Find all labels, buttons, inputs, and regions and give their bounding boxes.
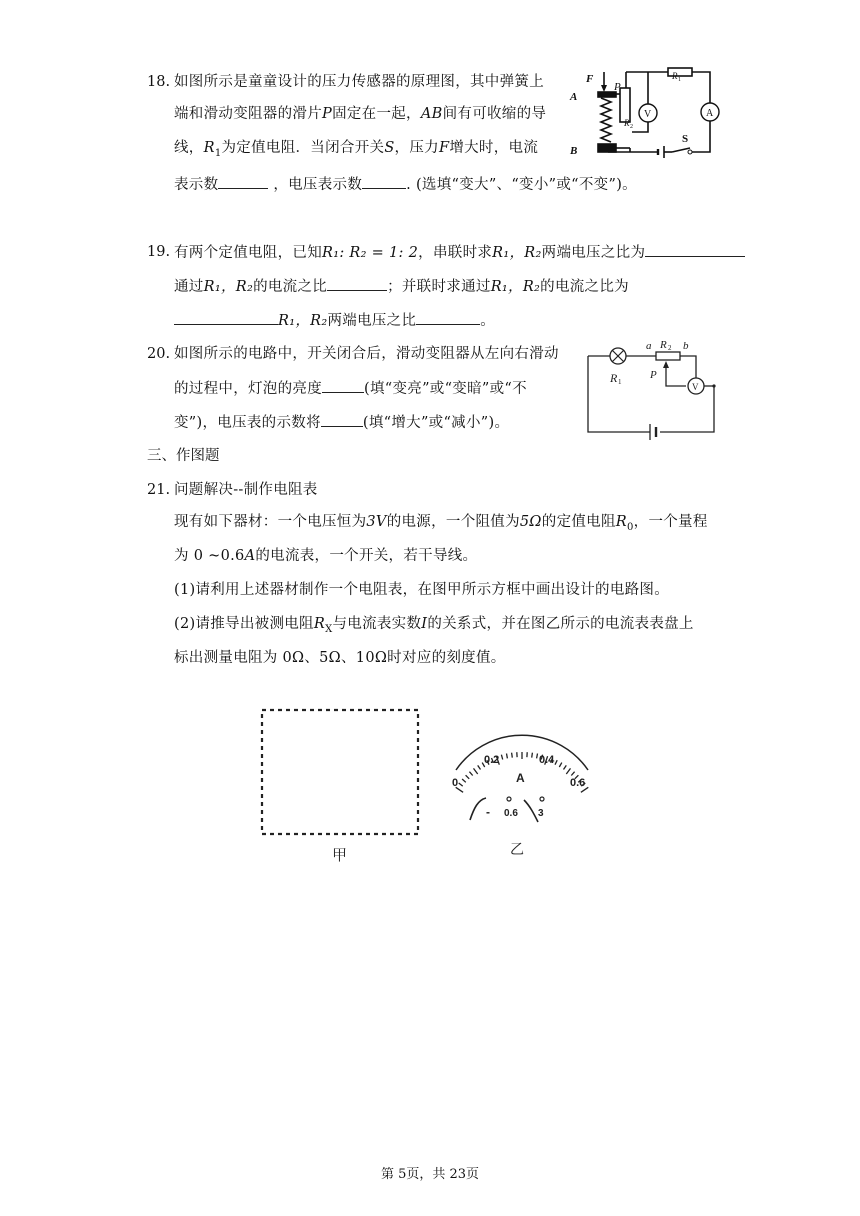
- question-number: 18.: [147, 74, 171, 90]
- answer-blank[interactable]: [645, 242, 745, 257]
- label-R2: R: [660, 339, 667, 351]
- answer-blank[interactable]: [416, 310, 480, 325]
- label-R1: R: [610, 371, 618, 385]
- dial-tick-mark: [462, 779, 466, 782]
- dial-tick-0.6: 0.6: [570, 777, 586, 789]
- ammeter-label: A: [706, 108, 714, 119]
- label-R1: R: [672, 71, 678, 81]
- q19-line-3: R₁，R₂两端电压之比 。: [174, 310, 495, 331]
- answer-blank[interactable]: [218, 174, 268, 189]
- switch-label: S: [682, 133, 689, 145]
- q18-line-2: 端和滑动变阻器的滑片P固定在一起，AB间有可收缩的导: [174, 106, 547, 122]
- dial-tick-mark: [566, 768, 570, 774]
- dial-tick-mark: [559, 763, 562, 767]
- dial-tick-mark: [507, 754, 508, 759]
- q19-line-1: 有两个定值电阻，已知R₁: R₂ = 1: 2，串联时求R₁，R₂两端电压之比为: [174, 242, 745, 263]
- dial-tick-mark: [571, 772, 574, 776]
- page-footer: 第 5页，共 23页: [380, 1167, 480, 1182]
- q19-line-2: 通过R₁，R₂的电流之比 ；并联时求通过R₁，R₂的电流之比为: [174, 276, 629, 297]
- q18-line-3: 线，$R_1$为定值电阻．当闭合开关S，压力F增大时，电流: [174, 140, 539, 159]
- q18-line-4: 表示数 ，电压表示数 . (选填“变大”、“变小”或“不变”)。: [174, 174, 637, 195]
- label-R2-sub: 2: [668, 344, 672, 352]
- section-heading: 三、作图题: [147, 448, 220, 464]
- question-number: 20.: [147, 346, 171, 362]
- dial-tick-mark: [537, 754, 538, 759]
- dial-tick-mark: [469, 772, 472, 776]
- q21-line-1: 问题解决--制作电阻表: [174, 482, 318, 498]
- q20-line-1: 如图所示的电路中，开关闭合后，滑动变阻器从左向右滑动: [174, 346, 559, 362]
- dial-tick-mark: [555, 760, 557, 765]
- dial-tick-mark: [459, 783, 463, 786]
- label-P: P: [614, 81, 621, 93]
- answer-blank[interactable]: [322, 378, 364, 393]
- q21-line-4: (1)请利用上述器材制作一个电阻表，在图甲所示方框中画出设计的电路图。: [174, 582, 670, 598]
- q20-line-3: 变”)，电压表的示数将 (填“增大”或“减小”)。: [174, 412, 509, 433]
- answer-blank[interactable]: [321, 412, 363, 427]
- label-F: F: [586, 73, 594, 85]
- label-R1-sub: 1: [678, 77, 681, 83]
- dial-tick-0.2: 0.2: [484, 754, 500, 766]
- q21-line-3: 为 0 ~0.6A的电流表，一个开关，若干导线。: [174, 548, 478, 564]
- dial-tick-0.4: 0.4: [539, 754, 555, 766]
- dial-tick-mark: [564, 765, 567, 769]
- figure-jia-label: 甲: [332, 848, 348, 864]
- dial-tick-0: 0: [452, 777, 459, 789]
- terminal-3: 3: [538, 808, 544, 819]
- dial-tick-mark: [478, 765, 481, 769]
- label-b: b: [683, 340, 689, 352]
- dial-unit: A: [516, 771, 525, 785]
- voltmeter-label: V: [692, 382, 699, 392]
- q18-line-1: 如图所示是童童设计的压力传感器的原理图，其中弹簧上: [174, 74, 544, 90]
- q20-line-2: 的过程中，灯泡的亮度 (填“变亮”或“变暗”或“不: [174, 378, 527, 399]
- answer-blank[interactable]: [174, 310, 278, 325]
- voltmeter-label: V: [644, 109, 652, 120]
- label-A: A: [570, 91, 578, 103]
- q21-line-5: (2)请推导出被测电阻$R_X$与电流表实数I的关系式，并在图乙所示的电流表表盘上: [174, 616, 694, 635]
- terminal-0.6: 0.6: [504, 808, 518, 819]
- dial-tick-mark: [501, 755, 502, 760]
- label-B: B: [570, 145, 578, 157]
- question-number: 19.: [147, 244, 171, 260]
- dial-tick-mark: [474, 768, 478, 774]
- dial-tick-mark: [512, 753, 513, 758]
- label-R2-sub: 2: [630, 124, 633, 130]
- figure-jia-box: [256, 704, 426, 864]
- q20-circuit-diagram: [586, 336, 720, 448]
- dial-tick-mark: [466, 775, 470, 779]
- answer-blank[interactable]: [362, 174, 406, 189]
- label-P: P: [650, 369, 657, 381]
- answer-blank[interactable]: [327, 276, 387, 291]
- q21-line-2: 现有如下器材：一个电压恒为3V的电源，一个阻值为5Ω的定值电阻$R_0$，一个量程: [174, 514, 708, 533]
- figure-yi-ammeter-dial[interactable]: [442, 712, 602, 862]
- q18-circuit-diagram: [568, 64, 720, 160]
- question-number: 21.: [147, 482, 171, 498]
- label-R1-sub: 1: [618, 378, 622, 386]
- figure-yi-label: 乙: [510, 843, 524, 858]
- label-R2: R: [624, 118, 630, 128]
- dial-tick-mark: [532, 753, 533, 758]
- terminal-minus: -: [486, 805, 490, 819]
- label-a: a: [646, 340, 652, 352]
- q21-line-6: 标出测量电阻为 0Ω、5Ω、10Ω时对应的刻度值。: [174, 650, 506, 666]
